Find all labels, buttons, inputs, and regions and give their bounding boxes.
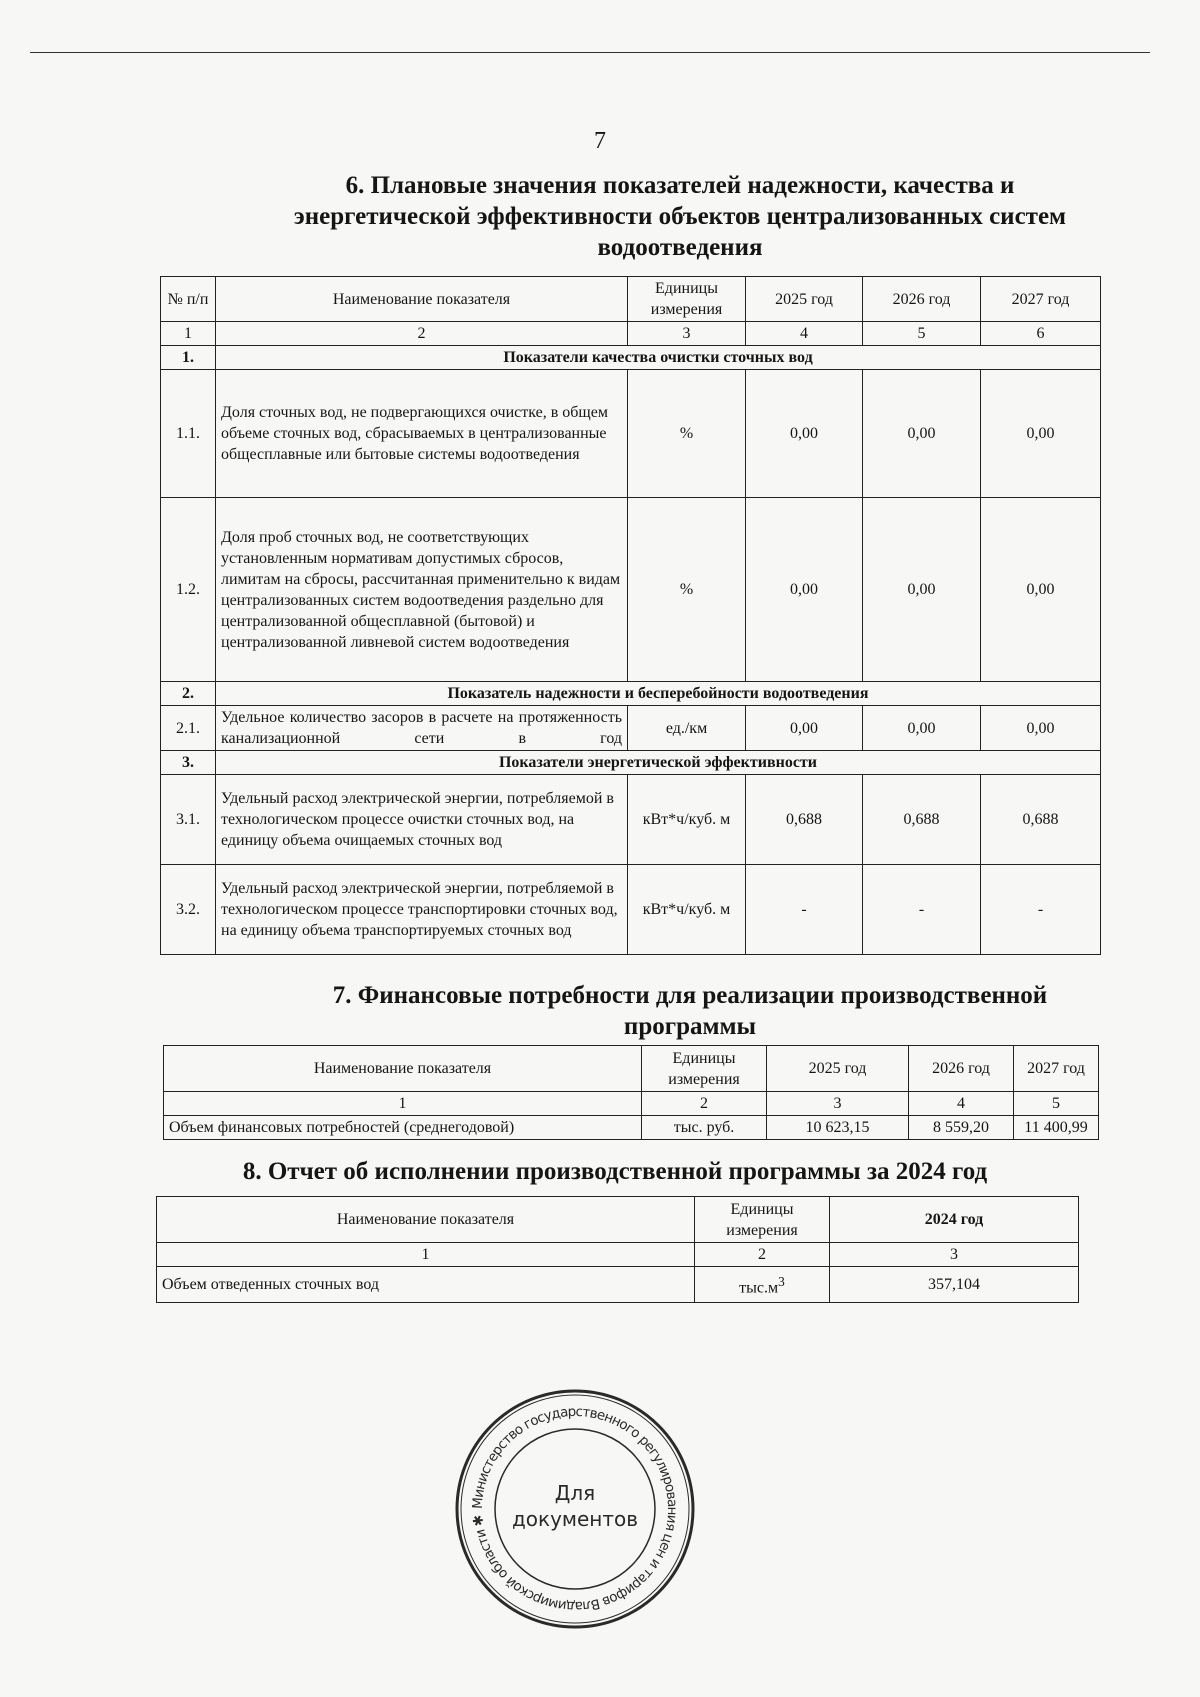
group-row bbox=[161, 682, 1101, 706]
index-cell: 2 bbox=[642, 1092, 767, 1116]
section-7-title: 7. Финансовые потребности для реализации производственной программы bbox=[332, 982, 1048, 1040]
value-2024: 357,104 bbox=[830, 1267, 1079, 1303]
indicator-unit: кВт*ч/куб. м bbox=[628, 865, 746, 955]
header-year-2027: 2027 год bbox=[981, 277, 1101, 322]
index-cell: 4 bbox=[746, 322, 863, 346]
header-name: Наименование показателя bbox=[216, 277, 628, 322]
index-cell: 1 bbox=[164, 1092, 642, 1116]
stamp-center-line-2: документов bbox=[511, 1507, 639, 1531]
header-row bbox=[157, 1197, 1079, 1243]
header-year-2026: 2026 год bbox=[909, 1046, 1014, 1092]
header-name: Наименование показателя bbox=[164, 1046, 642, 1092]
value-2026: 0,00 bbox=[863, 706, 981, 751]
group-title: Показатели энергетической эффективности bbox=[216, 751, 1101, 775]
indicator-name: Удельный расход электрической энергии, потребляемой в технологическом процессе транспортировки сточных вод, на единицу объема транспортируемых сточных вод bbox=[216, 865, 628, 955]
index-cell: 2 bbox=[216, 322, 628, 346]
official-stamp bbox=[450, 1384, 700, 1634]
table-row bbox=[161, 775, 1101, 865]
row-number: 3.1. bbox=[161, 775, 216, 865]
value-2025: 0,00 bbox=[746, 706, 863, 751]
value-2025: 0,688 bbox=[746, 775, 863, 865]
indicator-unit: тыс. руб. bbox=[642, 1116, 767, 1140]
value-2027: 0,00 bbox=[981, 370, 1101, 498]
row-number: 1.2. bbox=[161, 498, 216, 682]
group-row bbox=[161, 751, 1101, 775]
value-2026: 0,00 bbox=[863, 498, 981, 682]
indicator-name: Объем отведенных сточных вод bbox=[157, 1267, 695, 1303]
stamp-center-line-1: Для bbox=[554, 1481, 596, 1505]
value-2027: 0,00 bbox=[981, 706, 1101, 751]
header-year-2024: 2024 год bbox=[830, 1197, 1079, 1243]
report-table bbox=[156, 1196, 1079, 1303]
header-unit: Единицы измерения bbox=[642, 1046, 767, 1092]
row-number: 1.1. bbox=[161, 370, 216, 498]
group-number: 1. bbox=[161, 346, 216, 370]
value-2025: - bbox=[746, 865, 863, 955]
stamp-ring-text: Министерство государственного регулирования цен и тарифов Владимирской области ✱ bbox=[469, 1403, 681, 1615]
table-row bbox=[161, 706, 1101, 751]
indicator-unit: ед./км bbox=[628, 706, 746, 751]
indicators-table bbox=[160, 276, 1101, 955]
header-unit: Единицы измерения bbox=[628, 277, 746, 322]
table-row bbox=[161, 865, 1101, 955]
value-2027: 0,688 bbox=[981, 775, 1101, 865]
header-num: № п/п bbox=[161, 277, 216, 322]
index-row bbox=[157, 1243, 1079, 1267]
section-8-title: 8. Отчет об исполнении производственной программы за 2024 год bbox=[242, 1158, 988, 1185]
unit-text: тыс.м bbox=[739, 1279, 779, 1297]
header-year-2026: 2026 год bbox=[863, 277, 981, 322]
indicator-unit: % bbox=[628, 370, 746, 498]
index-cell: 6 bbox=[981, 322, 1101, 346]
index-cell: 3 bbox=[767, 1092, 909, 1116]
value-2026: - bbox=[863, 865, 981, 955]
value-2026: 0,00 bbox=[863, 370, 981, 498]
header-row bbox=[161, 277, 1101, 322]
group-title: Показатель надежности и бесперебойности водоотведения bbox=[216, 682, 1101, 706]
index-cell: 5 bbox=[863, 322, 981, 346]
group-title: Показатели качества очистки сточных вод bbox=[216, 346, 1101, 370]
header-name: Наименование показателя bbox=[157, 1197, 695, 1243]
value-2025: 0,00 bbox=[746, 498, 863, 682]
indicator-unit: % bbox=[628, 498, 746, 682]
indicator-name: Объем финансовых потребностей (среднегодовой) bbox=[164, 1116, 642, 1140]
table-row bbox=[161, 498, 1101, 682]
page-number: 7 bbox=[594, 128, 606, 154]
header-row bbox=[164, 1046, 1099, 1092]
value-2025: 0,00 bbox=[746, 370, 863, 498]
value-2026: 8 559,20 bbox=[909, 1116, 1014, 1140]
group-number: 2. bbox=[161, 682, 216, 706]
value-2025: 10 623,15 bbox=[767, 1116, 909, 1140]
row-number: 3.2. bbox=[161, 865, 216, 955]
table-row bbox=[161, 370, 1101, 498]
index-cell: 3 bbox=[830, 1243, 1079, 1267]
index-row bbox=[164, 1092, 1099, 1116]
group-number: 3. bbox=[161, 751, 216, 775]
table-row bbox=[157, 1267, 1079, 1303]
header-year-2027: 2027 год bbox=[1014, 1046, 1099, 1092]
indicator-name: Доля сточных вод, не подвергающихся очистке, в общем объеме сточных вод, сбрасываемых в централизованные общесплавные или бытовые системы водоотведения bbox=[216, 370, 628, 498]
index-cell: 3 bbox=[628, 322, 746, 346]
financial-needs-table bbox=[163, 1045, 1099, 1140]
indicator-name: Удельное количество засоров в расчете на протяженность канализационной сети в год bbox=[216, 706, 628, 751]
index-cell: 5 bbox=[1014, 1092, 1099, 1116]
value-2027: 11 400,99 bbox=[1014, 1116, 1099, 1140]
index-cell: 2 bbox=[695, 1243, 830, 1267]
header-unit: Единицы измерения bbox=[695, 1197, 830, 1243]
indicator-unit bbox=[695, 1267, 830, 1303]
index-cell: 4 bbox=[909, 1092, 1014, 1116]
header-year-2025: 2025 год bbox=[746, 277, 863, 322]
value-2026: 0,688 bbox=[863, 775, 981, 865]
group-row bbox=[161, 346, 1101, 370]
value-2027: - bbox=[981, 865, 1101, 955]
value-2027: 0,00 bbox=[981, 498, 1101, 682]
indicator-unit: кВт*ч/куб. м bbox=[628, 775, 746, 865]
index-cell: 1 bbox=[161, 322, 216, 346]
index-cell: 1 bbox=[157, 1243, 695, 1267]
indicator-name: Удельный расход электрической энергии, потребляемой в технологическом процессе очистки сточных вод, на единицу объема очищаемых сточных вод bbox=[216, 775, 628, 865]
unit-superscript: 3 bbox=[778, 1273, 785, 1289]
indicator-name: Доля проб сточных вод, не соответствующих установленным нормативам допустимых сбросов, лимитам на сбросы, рассчитанная применительно к видам централизованных систем водоотведения раздельно для централизованной общесплавной (бытовой) и централизованной ливневой систем водоотведения bbox=[216, 498, 628, 682]
row-number: 2.1. bbox=[161, 706, 216, 751]
scan-border-line bbox=[30, 52, 1150, 53]
index-row bbox=[161, 322, 1101, 346]
section-6-title: 6. Плановые значения показателей надежности, качества и энергетической эффективности объектов централизованных систем водоотведения bbox=[293, 172, 1067, 261]
header-year-2025: 2025 год bbox=[767, 1046, 909, 1092]
table-row bbox=[164, 1116, 1099, 1140]
